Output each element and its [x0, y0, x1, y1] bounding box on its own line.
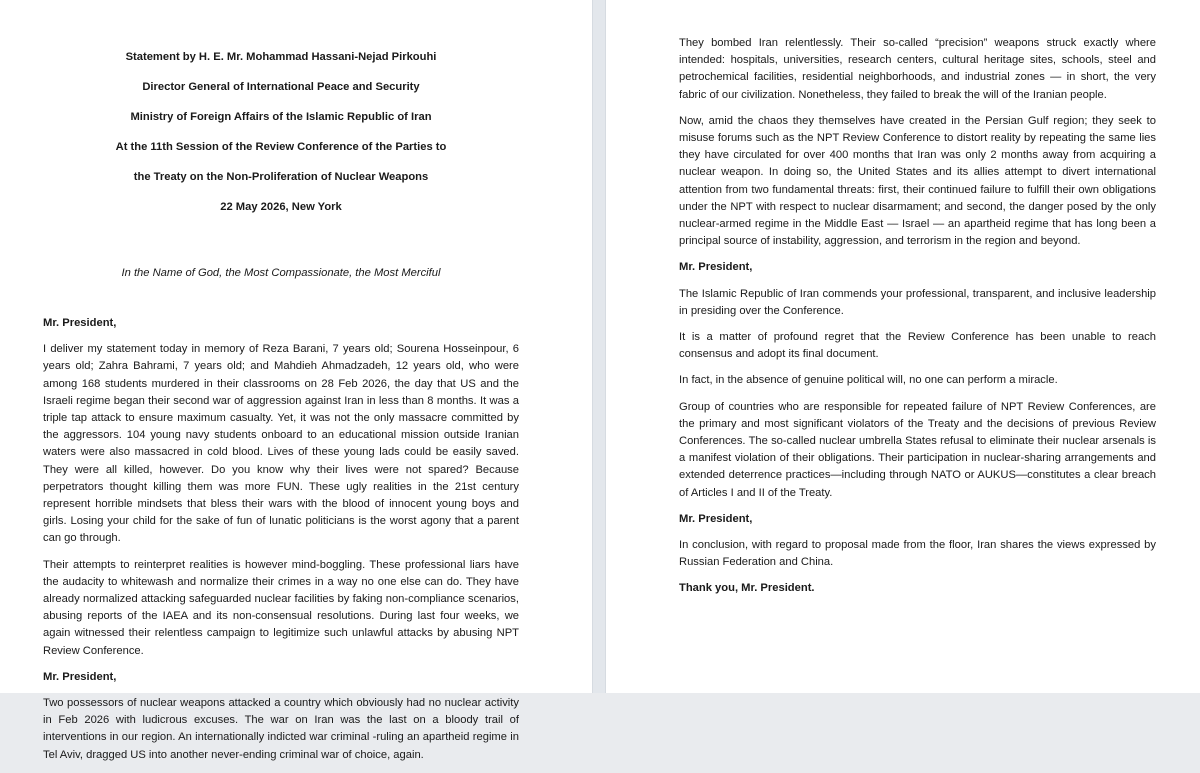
paragraph: In fact, in the absence of genuine political will, no one can perform a miracle. — [679, 374, 1058, 387]
heading-line: Statement by H. E. Mr. Mohammad Hassani-Nejad Pirkouhi — [125, 51, 437, 63]
right-page-column — [679, 35, 1156, 607]
document-page-left — [0, 0, 592, 761]
invocation: In the Name of God, the Most Compassionate, the Most Merciful — [121, 267, 441, 279]
paragraph: Their attempts to reinterpret realities is however mind-boggling. These professional liars have the audacity to whitewash and normalize their crimes in a way no one else can do. They have already normalized attacking safeguarded nuclear facilities by faking non-compliance scenarios, abusing reports of the IAEA and its non-consensual resolutions. During last four weeks, we again witnessed their relentless campaign to legitimize such unlawful attacks by abusing NPT Review Conference. — [43, 558, 519, 657]
paragraph: In conclusion, with regard to proposal made from the floor, Iran shares the views expressed by Russian Federation and China. — [679, 539, 1156, 569]
paragraph: They bombed Iran relentlessly. Their so-called “precision” weapons struck exactly where intended: hospitals, universities, research centers, cultural heritage sites, schools, steel and petrochemical facilities, residential neighborhoods, and industrial zones — in short, the very fabric of our civilization. Nonetheless, they failed to break the will of the Iranian people. — [679, 37, 1156, 101]
salutation: Mr. President, — [43, 317, 117, 329]
salutation: Mr. President, — [679, 261, 753, 274]
salutation: Mr. President, — [679, 512, 753, 525]
paragraph: The Islamic Republic of Iran commends your professional, transparent, and inclusive leadership in presiding over the Conference. — [679, 287, 1156, 317]
paragraph: I deliver my statement today in memory of Reza Barani, 7 years old; Sourena Hosseinpour, 6 years old; Zahra Bahrami, 7 years old; and Mahdieh Ahmadzadeh, 12 years old, who were among 168 students murdered in their classrooms on 28 Feb 2026, the day that US and the Israeli regime began their second war of aggression against Iran in less than 8 months. It was a triple tap attack to ensure maximum casualty. Yet, it was not the only massacre committed by the aggressors. 104 young navy students onboard to an educational mission outside Iranian waters were also massacred in cold blood. Lives of these young lads could be easily saved. They were all killed, however. Do you know why their lives were not spared? Because perpetrators thought killing them was more FUN. These ugly realities in the 21st century represent horrible mindsets that bless their wars with the blood of innocent young boys and girls. Losing your child for the sake of fun of lunatic politicians is the worst agony that a parent can go through. — [43, 343, 519, 545]
heading-line: Ministry of Foreign Affairs of the Islamic Republic of Iran — [130, 111, 432, 123]
paragraph: Group of countries who are responsible for repeated failure of NPT Review Conferences, are the primary and most significant violators of the Treaty and the decisions of previous Review Conferences. The so-called nuclear umbrella States refusal to eliminate their nuclear arsenals is a manifest violation of their obligations. Their participation in nuclear-sharing arrangements and extended deterrence practices—including through NATO or AUKUS—constitutes a clear breach of Articles I and II of the Treaty. — [679, 400, 1156, 499]
closing-line: Thank you, Mr. President. — [679, 582, 815, 595]
document-page-right — [606, 0, 1200, 693]
heading-line: At the 11th Session of the Review Conference of the Parties to — [115, 141, 447, 153]
paragraph: It is a matter of profound regret that the Review Conference has been unable to reach consensus and adopt its final document. — [679, 331, 1156, 361]
left-page-column — [43, 35, 519, 773]
paragraph: Now, amid the chaos they themselves have created in the Persian Gulf region; they seek to misuse forums such as the NPT Review Conference to distort reality by repeating the same lies they have circulated for over 400 months that Iran was only 2 months away from acquiring a nuclear weapon. In doing so, the United States and its allies attempt to divert international attention from two fundamental threats: first, their continued failure to fulfill their own obligations under the NPT with respect to nuclear disarmament; and second, the danger posed by the only nuclear-armed regime in the Middle East — Israel — an apartheid regime that has long been a principal source of instability, aggression, and terrorism in the region and beyond. — [679, 114, 1156, 248]
page-gutter — [592, 0, 606, 693]
paragraph: Two possessors of nuclear weapons attacked a country which obviously had no nuclear activity in Feb 2026 with ludicrous excuses. The war on Iran was the last on a bloody trail of interventions in our region. An internationally indicted war criminal -ruling an apartheid regime in Tel Aviv, dragged US into another never-ending criminal war of choice, again. — [43, 697, 519, 761]
salutation: Mr. President, — [43, 670, 117, 683]
heading-line: the Treaty on the Non-Proliferation of Nuclear Weapons — [133, 171, 429, 183]
statement-heading — [43, 35, 519, 230]
heading-line: Director General of International Peace and Security — [142, 81, 420, 93]
heading-line: 22 May 2026, New York — [220, 201, 342, 213]
